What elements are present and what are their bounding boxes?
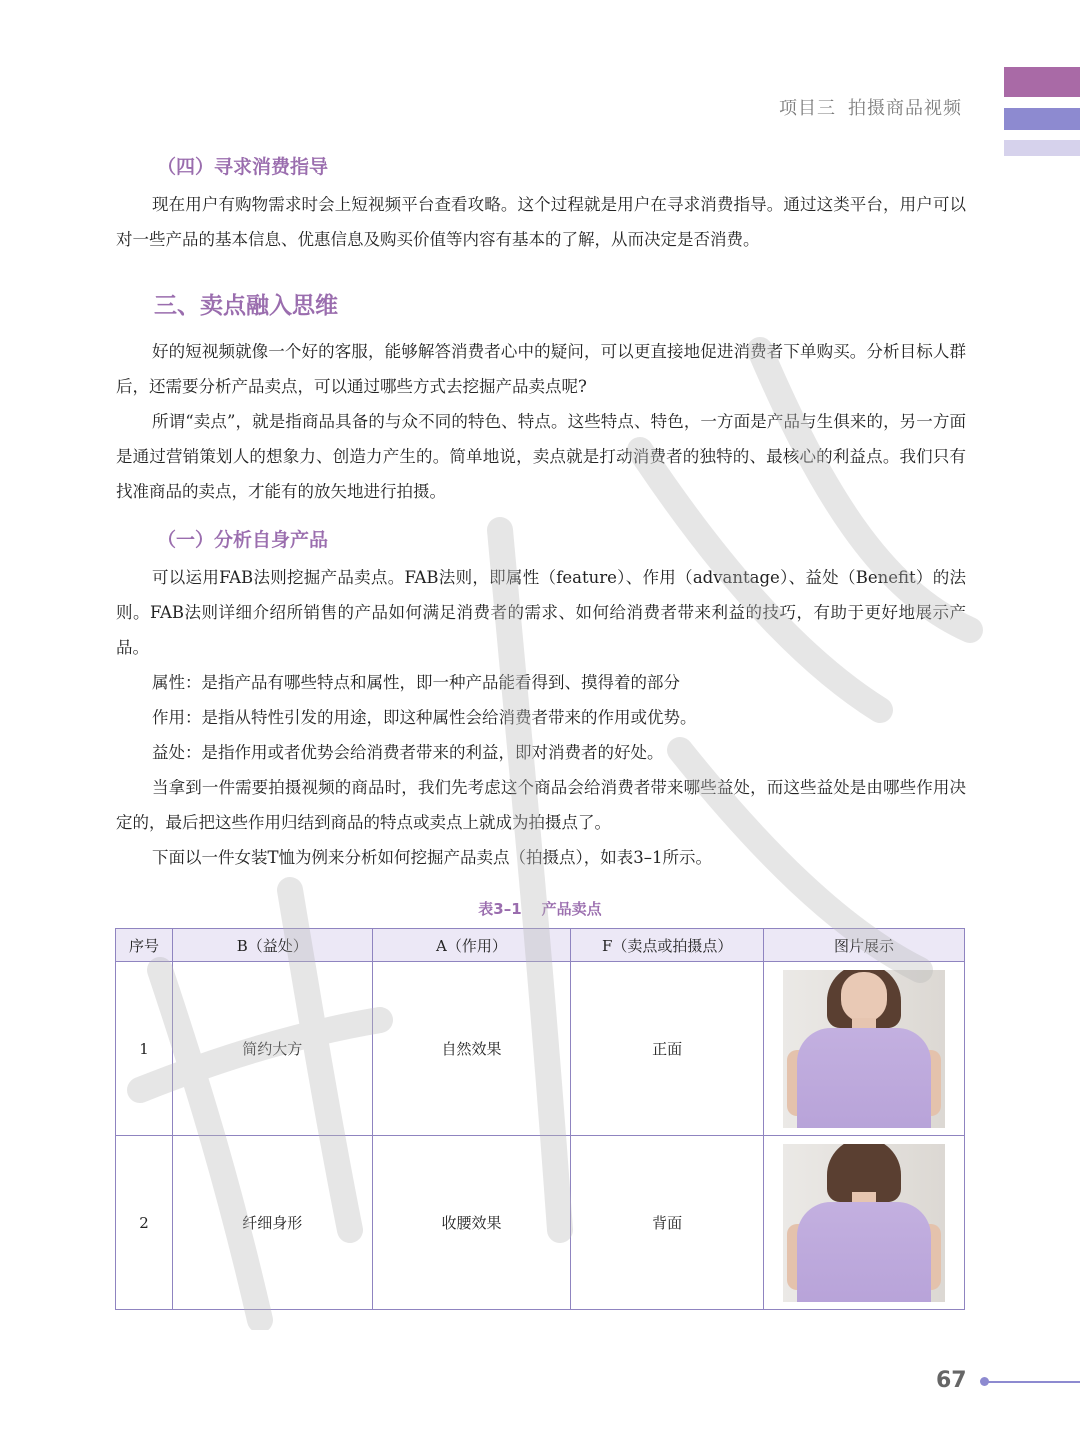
header-decoration-bar-2 — [1004, 108, 1080, 130]
cell-advantage: 收腰效果 — [372, 1136, 571, 1310]
cell-index: 1 — [116, 962, 173, 1136]
selling-point-table — [115, 928, 965, 1310]
table-caption — [0, 898, 1080, 919]
cell-feature: 正面 — [571, 962, 764, 1136]
header-feature: F（卖点或拍摄点） — [571, 929, 764, 962]
line-benefit: 益处：是指作用或者优势会给消费者带来的利益，即对消费者的好处。 — [152, 743, 664, 762]
page-number-line — [984, 1381, 1080, 1383]
cell-image — [764, 1136, 965, 1310]
header-index: 序号 — [116, 929, 173, 962]
para-selling-point-definition: 所谓“卖点”，就是指商品具备的与众不同的特色、特点。这些特点、特色，一方面是产品与生俱来的，另一方面是通过营销策划人的想象力、创造力产生的。简单地说，卖点就是打动消费者的独特的、最核心的利益点。我们只有找准商品的卖点，才能有的放矢地进行拍摄。 — [116, 412, 966, 501]
cell-image — [764, 962, 965, 1136]
para-example: 下面以一件女装T恤为例来分析如何挖掘产品卖点（拍摄点），如表3–1所示。 — [152, 848, 713, 867]
table-row — [116, 962, 965, 1136]
cell-feature: 背面 — [571, 1136, 764, 1310]
page-number: 67 — [936, 1368, 967, 1393]
line-attribute: 属性：是指产品有哪些特点和属性，即一种产品能看得到、摸得着的部分 — [152, 673, 680, 692]
para-fab-rule: 可以运用FAB法则挖掘产品卖点。FAB法则，即属性（feature）、作用（advantage）、益处（Benefit）的法则。FAB法则详细介绍所销售的产品如何满足消费者的需求、如何给消费者带来利益的技巧，有助于更好地展示产品。 — [116, 568, 966, 657]
header-advantage: A（作用） — [372, 929, 571, 962]
para-intro: 好的短视频就像一个好的客服，能够解答消费者心中的疑问，可以更直接地促进消费者下单购买。分析目标人群后，还需要分析产品卖点，可以通过哪些方式去挖掘产品卖点呢? — [116, 342, 966, 396]
running-head-project: 项目三 — [779, 98, 836, 119]
tshirt-back-photo — [783, 1144, 945, 1302]
cell-benefit: 纤细身形 — [172, 1136, 372, 1310]
heading-selling-point-thinking: 三、卖点融入思维 — [154, 293, 338, 319]
heading-analyze-product: （一）分析自身产品 — [157, 529, 329, 551]
tshirt-front-photo — [783, 970, 945, 1128]
line-advantage: 作用：是指从特性引发的用途，即这种属性会给消费者带来的作用或优势。 — [152, 708, 697, 727]
running-head — [767, 94, 962, 120]
cell-advantage: 自然效果 — [372, 962, 571, 1136]
header-decoration-bar-1 — [1004, 67, 1080, 97]
para-seek-guidance: 现在用户有购物需求时会上短视频平台查看攻略。这个过程就是用户在寻求消费指导。通过这类平台，用户可以对一些产品的基本信息、优惠信息及购买价值等内容有基本的了解，从而决定是否消费。 — [116, 195, 966, 249]
heading-seek-guidance: （四）寻求消费指导 — [157, 156, 329, 178]
table-caption-number: 表3–1 — [478, 900, 522, 918]
cell-index: 2 — [116, 1136, 173, 1310]
running-head-chapter: 拍摄商品视频 — [848, 98, 962, 119]
header-image: 图片展示 — [764, 929, 965, 962]
table-caption-title: 产品卖点 — [541, 900, 602, 918]
para-shooting-point: 当拿到一件需要拍摄视频的商品时，我们先考虑这个商品会给消费者带来哪些益处，而这些益处是由哪些作用决定的，最后把这些作用归结到商品的特点或卖点上就成为拍摄点了。 — [116, 778, 966, 832]
header-benefit: B（益处） — [172, 929, 372, 962]
header-decoration-bar-3 — [1004, 140, 1080, 156]
cell-benefit: 简约大方 — [172, 962, 372, 1136]
table-row — [116, 1136, 965, 1310]
table-header-row — [116, 929, 965, 962]
